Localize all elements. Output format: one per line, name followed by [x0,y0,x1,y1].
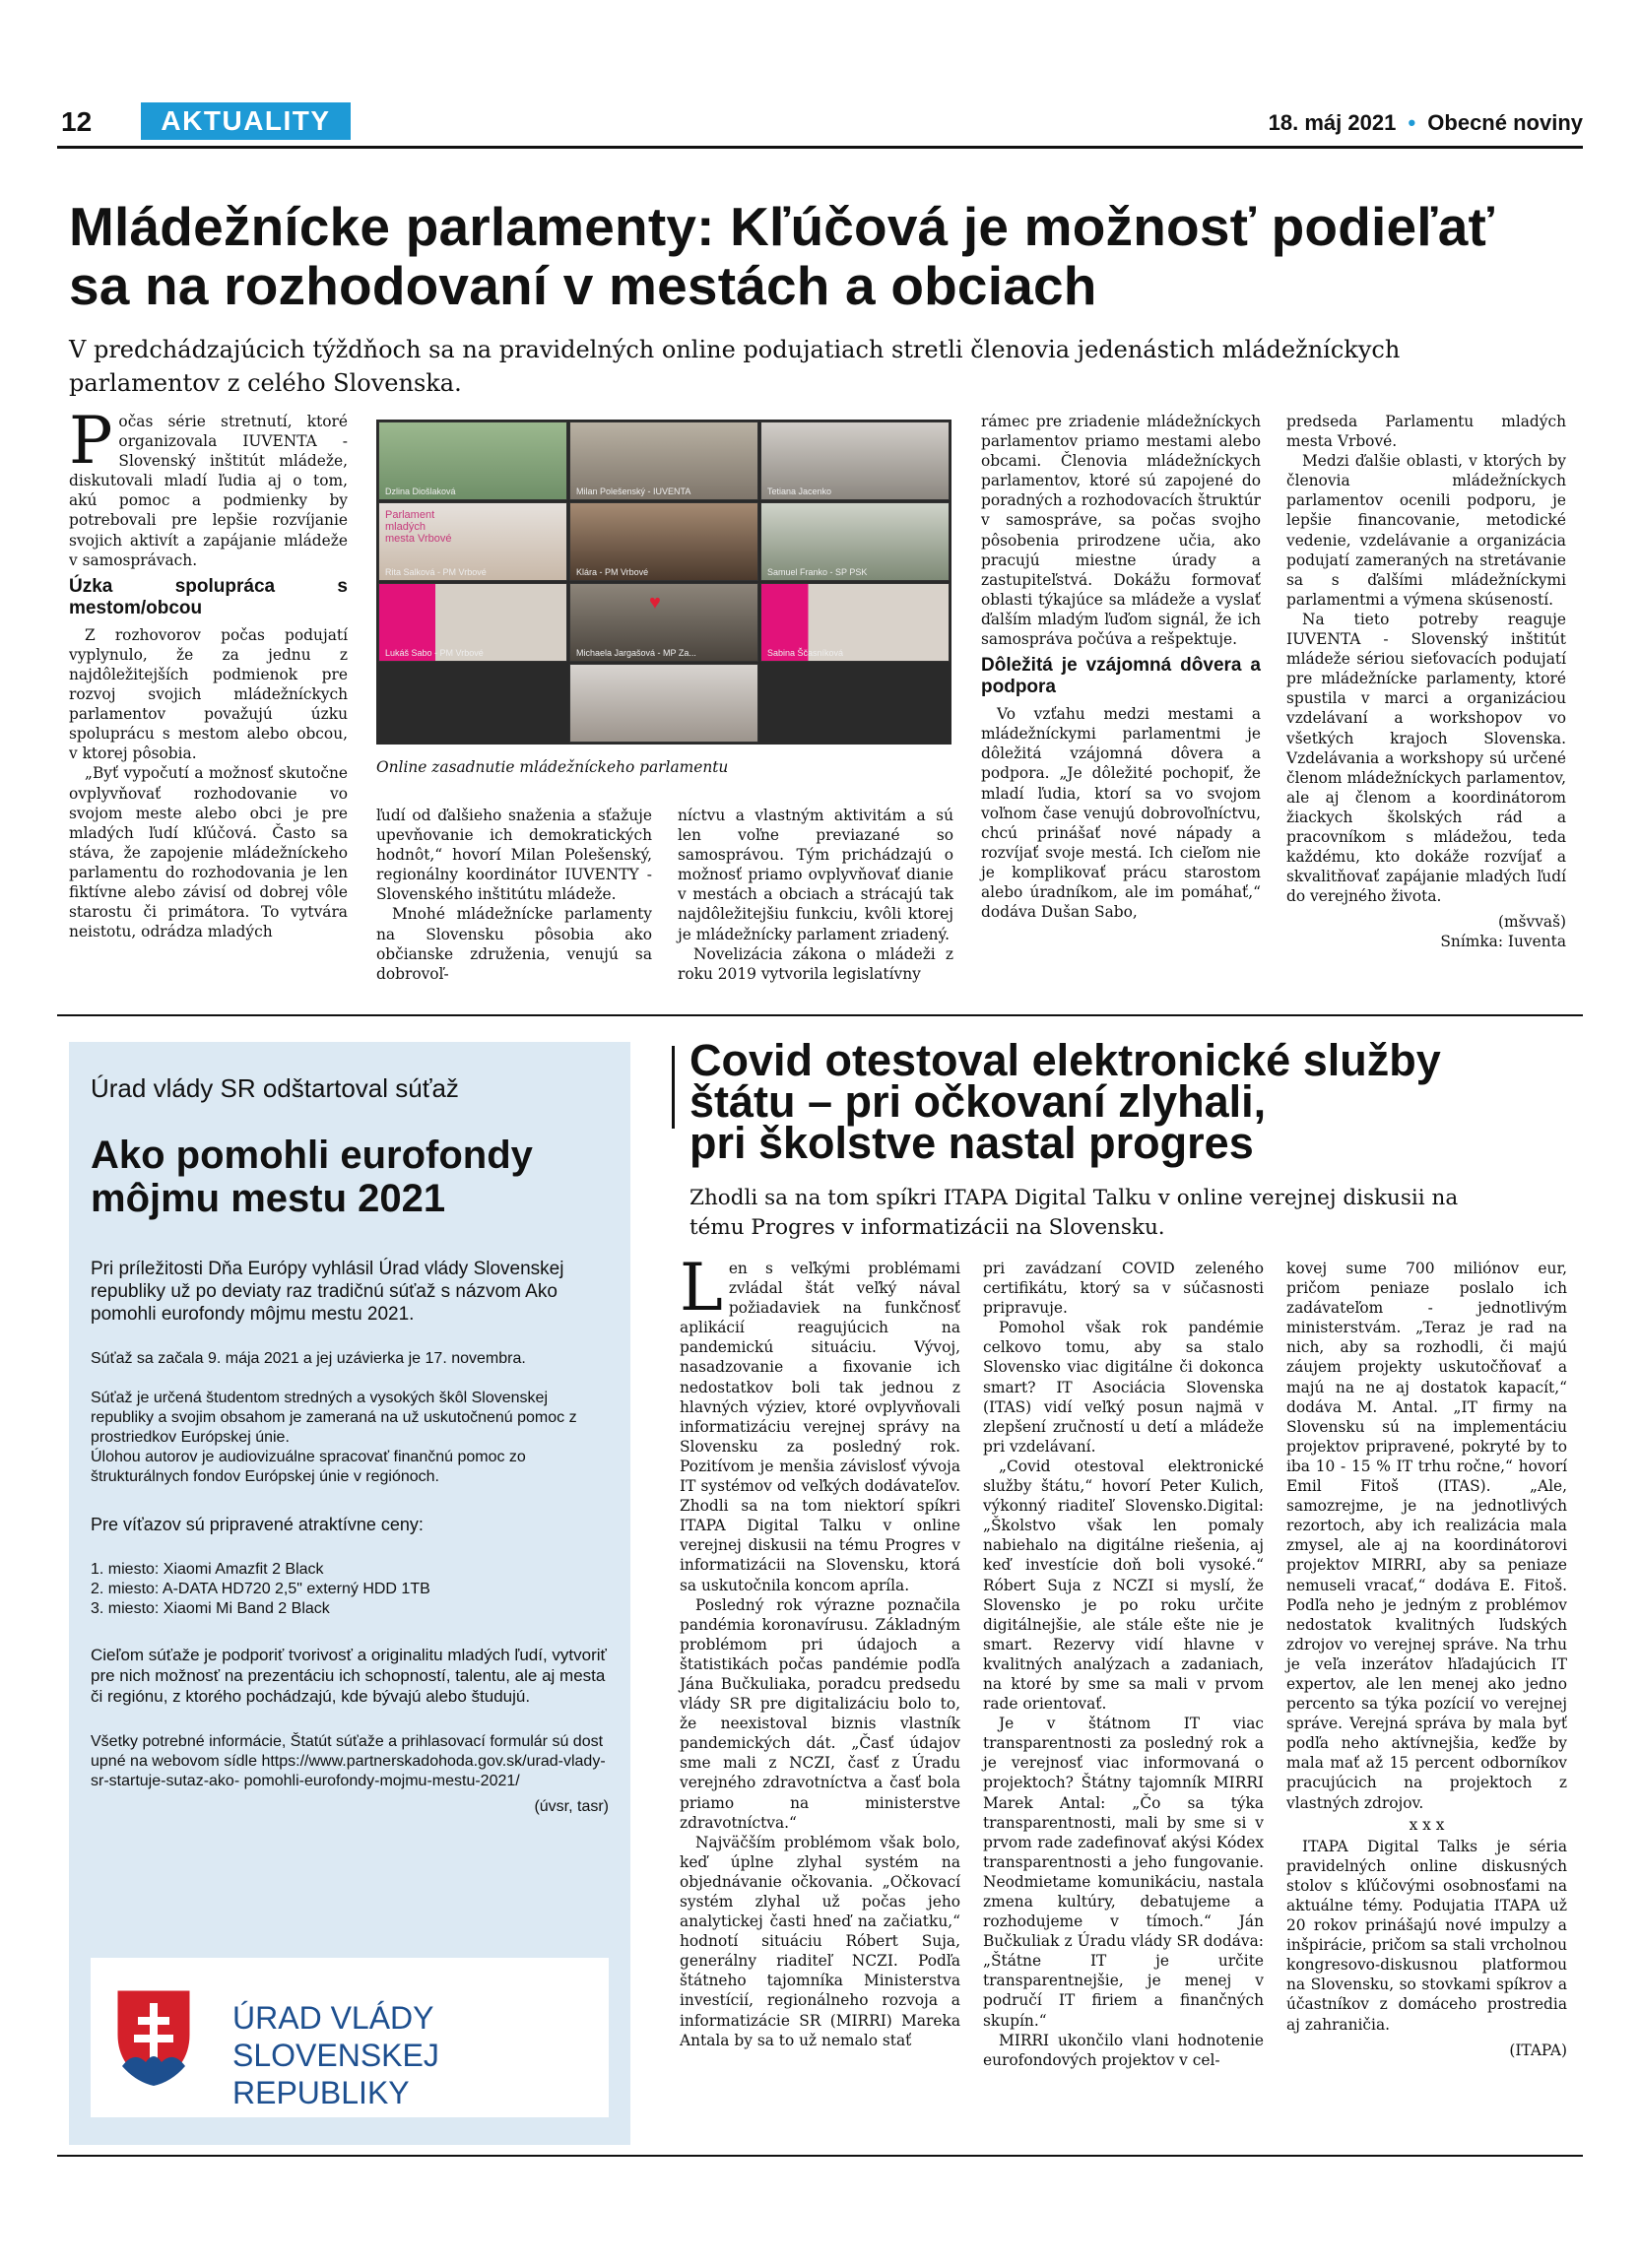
contest-title [91,1134,609,1220]
article1-col2-p1: ľudí od ďalšieho snaženia a sťažuje upevňovanie ich demokratických hodnôt,“ hovorí Milan Polešenský, regionálny koordinátor IUVENTY - Slovenského inštitútu mládeže. [376,807,652,904]
photo-credit: Snímka: Iuventa [1440,933,1566,951]
video-tile-7: Lukáš Sabo - PM Vrbové [378,583,567,662]
article2-title [689,1035,1586,1168]
section-label: AKTUALITY [141,102,351,140]
article1-col3-p2: Novelizácia zákona o mládeži z roku 2019 vytvorila legislatívny [678,944,953,983]
article1-col4-p2: Vo vzťahu medzi mestami a mládežníckymi parlamentmi je dôležitá vzájomná dôvera a podpora. „Je dôležité pochopiť, že mladí ľudia, ktorí sa vo svojom voľnom čase venujú dobrovoľníctvu, chcú prinášať nové nápady a rozvíjať svoje mestá. Ich cieľom nie je komplikovať prácu starostom alebo úradníkom, ale im pomáhať,“ dodáva Dušan Sabo, [981,705,1261,922]
issue-date: 18. máj 2021 [1268,110,1397,135]
header-rule [57,146,1583,149]
bullet-separator: • [1408,110,1416,135]
article2-dropcap: L [680,1250,723,1326]
government-logo [91,1958,609,2117]
article1-signature: (mšvvaš) [1498,913,1566,932]
article1-title [69,197,1586,315]
video-tile-3: Tetiana Jacenko [760,421,950,500]
photo-caption: Online zasadnutie mládežníckeho parlamentu [376,758,729,776]
contest-body [91,1349,609,1817]
article2-col3-p2: ITAPA Digital Talks je séria pravidelných online diskusných stolov s kľúčovými osobnosťami na aktuálne témy. Podujatia ITAPA už 20 rokov prinášajú nové impulzy a inšpirácie, pričom sa stali vrcholnou kongresovo-diskusnou platformou na Slovensku, so stovkami spíkrov a účastníkov z domáceho prostredia aj zahraničia. [1286,1837,1567,2034]
article1-column-4 [981,412,1261,922]
article2-col3-p1: kovej sume 700 miliónov eur, pričom peniaze poslalo ich zadávateľom - jednotlivým ministerstvám. „Teraz je rad na nich, aby sa rozhodli, či majú záujem projekty uskutočňovať a majú na ne aj dostatok kapacít,“ dodáva M. Antal. „IT firmy na Slovensku sú na implementáciu projektov pripravené, pokryté by to iba 10 - 15 % IT trhu ročne,“ hovorí Emil Fitoš (ITAS). „Ale, samozrejme, je na jednotlivých rezortoch, aby ich realizácia mala zmysel, ale aj na koordinátorovi projektov MIRRI, aby sa peniaze nemuseli vracať,“ dodáva E. Fitoš. Podľa neho je jedným z problémov nedostatok kvalitných ľudských zdrojov vo verejnej správe. Na trhu je veľa inzerátov hľadajúcich IT expertov, ale len menej ako jedno percento sa týka pozícií vo verejnej správe. Verejná správa by mala byť podľa neho aktívnejšia, keďže by mala mať až 15 percent odborníkov pracujúcich na projektoch z vlastných zdrojov. [1286,1260,1567,1812]
heart-icon: ♥ [649,592,661,614]
contest-p2: Súťaž je určená študentom stredných a vysokých škôl Slovenskej republiky a svojim obsahom je zameraná na už uskutočnenú pomoc z prostriedkov Európskej únie. [91,1390,577,1446]
prizes-heading: Pre víťazov sú pripravené atraktívne ceny: [91,1515,424,1534]
article1-col5-p1: predseda Parlamentu mladých mesta Vrbové. [1286,413,1566,451]
article1-column-5 [1286,412,1566,952]
video-tile-2: Milan Polešenský - IUVENTA [569,421,758,500]
article1-column-3 [678,806,953,984]
logo-text [232,1999,609,2111]
video-tile-5: Klára - PM Vrbové [569,502,758,581]
video-tile-4: Parlament mladých mesta Vrbové Rita Salková - PM Vrbové [378,502,567,581]
article1-subhead-2: Dôležitá je vzájomná dôvera a podpora [981,655,1261,698]
article2-signature: (ITAPA) [1509,2041,1567,2059]
video-tile-9: Sabina Ščasníková [760,583,950,662]
contest-p5: Všetky potrebné informácie, Štatút súťaže a prihlasovací formulár sú dostupné na webovom sídle https://www.partnerskadohoda.gov.sk/urad-vlady-sr-startuje-sutaz-ako- pomohli-eurofondy-mojmu-mestu-2021/ [91,1733,606,1789]
article1-title-line1: Mládežnícke parlamenty: Kľúčová je možnosť podieľať [69,196,1495,257]
article2-column-1 [680,1250,960,2050]
video-tile-10 [569,664,758,743]
article2-column-3 [1286,1259,1567,2060]
issue-line [1269,110,1583,136]
article1-col1-p2: Z rozhovorov počas podujatí vyplynulo, že za jednu z najdôležitejších podmienok pre rozvoj svojich mládežníckych parlamentov považujú úzku spoluprácu s mestom alebo obcou, v ktorej pôsobia. [69,625,348,763]
article1-col1-p1: očas série stretnutí, ktoré organizovala IUVENTA - Slovenský inštitút mládeže, diskutovali mladí ľudia aj o tom, akú pomoc a podmienky by potrebovali pre lepšie rozvíjanie svojich aktivít a zapájanie mládeže v samosprávach. [69,413,348,569]
article2-col1-p1: en s veľkými problémami zvládal štát veľký nával požiadaviek na funkčnosť aplikácií reagujúcich na pandemickú situáciu. Vývoj, nasadzovanie a fixovanie ich nedostatkov boli tak jednou z hlavných výziev, ktoré ovplyvňovali informatizáciu verejnej správy na Slovensku za posledný rok. Pozitívom je menšia závislosť vývoja IT systémov od veľkých dodávateľov. Zhodli sa na tom niektorí spíkri ITAPA Digital Talku v online verejnej diskusii na tému Progres v informatizácii na Slovensku, ktorá sa uskutočnila koncom apríla. [680,1260,960,1594]
article2-col2-p2: Pomohol však rok pandémie celkovo tomu, aby sa stalo Slovensko viac digitálne či dokonca smart? IT Asociácia Slovenska (ITAS) vidí veľký posun najmä v zlepšení zručností u detí a mládeže pri vzdelávaní. [983,1319,1264,1456]
slovak-coat-of-arms-icon [112,1985,195,2088]
article1-column-2 [376,806,652,984]
article1-bottom-rule [57,1014,1583,1016]
page-number: 12 [61,106,93,137]
article2-title-line2: štátu – pri očkovaní zlyhali, [689,1076,1267,1127]
contest-p3: Úlohou autorov je audiovizuálne spracovať finančnú pomoc zo štrukturálnych fondov Európskej únie v regiónoch. [91,1449,526,1485]
contest-p1: Súťaž sa začala 9. mája 2021 a jej uzávierka je 17. novembra. [91,1350,526,1367]
article1-col3-p1: níctvu a vlastným aktivitám a sú len voľne previazané so samosprávou. Tým prichádzajú o možnosť priamo ovplyvňovať dianie v mestách a obciach a strácajú tak najdôležitejšiu funkciu, kvôli ktorej je mládežnícky parlament zriadený. [678,807,953,943]
prize-item: 2. miesto: A-DATA HD720 2,5" externý HDD 1TB [91,1581,430,1597]
article1-col1-p3: „Byť vypočutí a možnosť skutočne ovplyvňovať rozhodovanie vo svojom meste alebo obci je pre mladých ľudí kľúčová. Často sa stáva, že zapojenie mládežníckeho parlamentu do rozhodovania je len fiktívne alebo závisí od dobrej vôle starostu či primátora. To vytvára neistotu, odrádza mladých [69,764,348,941]
article1-lead: V predchádzajúcich týždňoch sa na pravidelných online podujatiach stretli členovia jedenástich mládežníckych parlamentov z celého Slovenska. [69,336,1401,397]
article2-title-line1: Covid otestoval elektronické služby [689,1035,1441,1085]
video-tile-8: ♥ Michaela Jargašová - MP Za... [569,583,758,662]
photo-sign: Parlament mladých mesta Vrbové [385,509,452,545]
contest-title-line1: Ako pomohli eurofondy [91,1134,533,1177]
article1-col5-p3: Na tieto potreby reaguje IUVENTA - Slovenský inštitút mládeže sériou sieťovacích podujatí pre mládežnícke parlamenty, ktoré spustila v marci a organizáciou vzdelávaní a workshopov vo všetkých krajoch Slovenska. Vzdelávania a workshopy sú určené členom mládežníckych parlamentov, ale aj členom a koordinátorom žiackych školských rád a pracovníkom s mládežou, teda každému, kto dokáže rozvíjať a skvalitňovať zapájanie mladých ľudí do verejného života. [1286,610,1566,906]
article2-col1-p2: Posledný rok výrazne poznačila pandémia koronavírusu. Základným problémom pri údajoch a štatistikách počas pandémie podľa Jána Bučkuliaka, poradcu predsedu vlády SR pre digitalizáciu bolo to, že neexistoval biznis vlastník pandemických dát. „Časť údajov sme mali z NCZI, časť z Úradu verejného zdravotníctva a časť bola priamo na ministerstve zdravotníctva.“ [680,1595,960,1832]
paper-name: Obecné noviny [1427,110,1583,135]
article1-title-line2: sa na rozhodovaní v mestách a obciach [69,255,1097,316]
contest-box [69,1042,630,2145]
prize-item: 1. miesto: Xiaomi Amazfit 2 Black [91,1561,324,1578]
video-tile-6: Samuel Franko - SP PSK [760,502,950,581]
article2-title-line3: pri školstve nastal progres [689,1118,1254,1168]
article2-col2-p4: Je v štátnom IT viac transparentnosti za posledný rok a je verejnosť viac informovaná o projektoch? Štátny tajomník MIRRI Marek Antal: „Čo sa týka transparentnosti, mali by sme si v prvom rade zadefinovať akýsi Kódex transparentnosti a jeho fungovanie. Neodmietame komunikáciu, nastala zmena kultúry, debatujeme a rozhodujeme v tímoch.“ Ján Bučkuliak z Úradu vlády SR dodáva: „Štátne IT je určite transparentnejšie, je menej v područí IT firiem a finančných skupín.“ [983,1715,1264,2030]
logo-line2: SLOVENSKEJ REPUBLIKY [232,2038,439,2110]
article1-subhead-1: Úzka spolupráca s mestom/obcou [69,575,348,618]
prize-item: 3. miesto: Xiaomi Mi Band 2 Black [91,1600,330,1617]
contest-signature: (úvsr, tasr) [534,1798,609,1815]
article2-col2-p5: MIRRI ukončilo vlani hodnotenie eurofondových projektov v cel- [983,2031,1264,2069]
contest-kicker: Úrad vlády SR odštartoval súťaž [91,1073,459,1103]
prize-list [91,1560,609,1619]
article1-column-1 [69,403,348,941]
article1-col4-p1: rámec pre zriadenie mládežníckych parlamentov priamo mestami alebo obcami. Členovia mládežníckych parlamentov, ktoré sú zapojené do poradných a rozhodovacích štruktúr v samospráve, sa počas svojho pôsobenia prirodzene učia, ako pracujú miestne úrady a zastupiteľstvá. Dokážu formovať oblasti týkajúce sa mládeže a vyslať ďalším mladým ľuďom signál, že ich samospráva počúva a rešpektuje. [981,413,1261,649]
article2-side-rule [672,1046,675,1129]
article2-col1-p3: Najväčším problémom však bolo, keď úplne zlyhal systém na objednávanie očkovania. „Očkovací systém zlyhal už počas jeho analytickej časti hneď na začiatku,“ hodnotí situáciu Róbert Suja, generálny riaditeľ NCZI. Podľa štátneho tajomníka Ministerstva investícií, regionálneho rozvoja a informatizácie SR (MIRRI) Mareka Antala by sa to už nemalo stať [680,1833,960,2049]
video-call-photo [376,420,951,745]
article1-col2-p2: Mnohé mládežnícke parlamenty na Slovensku pôsobia ako občianske združenia, venujú sa dobrovoľ- [376,905,652,983]
contest-p4: Cieľom súťaže je podporiť tvorivosť a originalitu mladých ľudí, vytvoriť pre nich možnosť na prezentáciu ich schopností, talentu, ale aj mesta či regiónu, z ktorého pochádzajú, kde bývajú alebo študujú. [91,1646,607,1706]
article2-column-2 [983,1259,1264,2070]
article1-dropcap: P [69,403,113,479]
contest-intro: Pri príležitosti Dňa Európy vyhlásil Úrad vlády Slovenskej republiky už po deviaty raz tradičnú súťaž s názvom Ako pomohli eurofondy môjmu mestu 2021. [91,1259,564,1325]
contest-title-line2: môjmu mestu 2021 [91,1177,446,1220]
video-tile-1: Dzlina Diošlaková [378,421,567,500]
article2-separator: x x x [1409,1815,1445,1834]
article1-col5-p2: Medzi ďalšie oblasti, v ktorých by členovia mládežníckych parlamentov ocenili podporu, je lepšie financovanie, metodické vedenie, vzdelávanie a organizácia podujatí zameraných na stretávanie sa s ďalšími mládežníckymi parlamentmi a výmena skúseností. [1286,452,1566,609]
article2-col2-p3: „Covid otestoval elektronické služby štátu,“ hovorí Peter Kulich, výkonný riaditeľ Slovensko.Digital: „Školstvo však len pomaly nabiehalo na digitálne riešenia, aj keď investície doň boli vysoké.“ Róbert Suja z NCZI si myslí, že Slovensko je po roku určite digitálnejšie, ale stále ešte nie je smart. Rezervy vidí hlavne v kvalitných analýzach a zadaniach, na ktoré by sme sa mali v prvom rade orientovať. [983,1457,1264,1714]
page-bottom-rule [57,2155,1583,2157]
article2-col2-p1: pri zavádzaní COVID zeleného certifikátu, ktorý sa v súčasnosti pripravuje. [983,1260,1264,1318]
article2-lead: Zhodli sa na tom spíkri ITAPA Digital Talku v online verejnej diskusii na tému Progres v informatizácii na Slovensku. [689,1186,1459,1240]
logo-line1: ÚRAD VLÁDY [232,2000,434,2036]
